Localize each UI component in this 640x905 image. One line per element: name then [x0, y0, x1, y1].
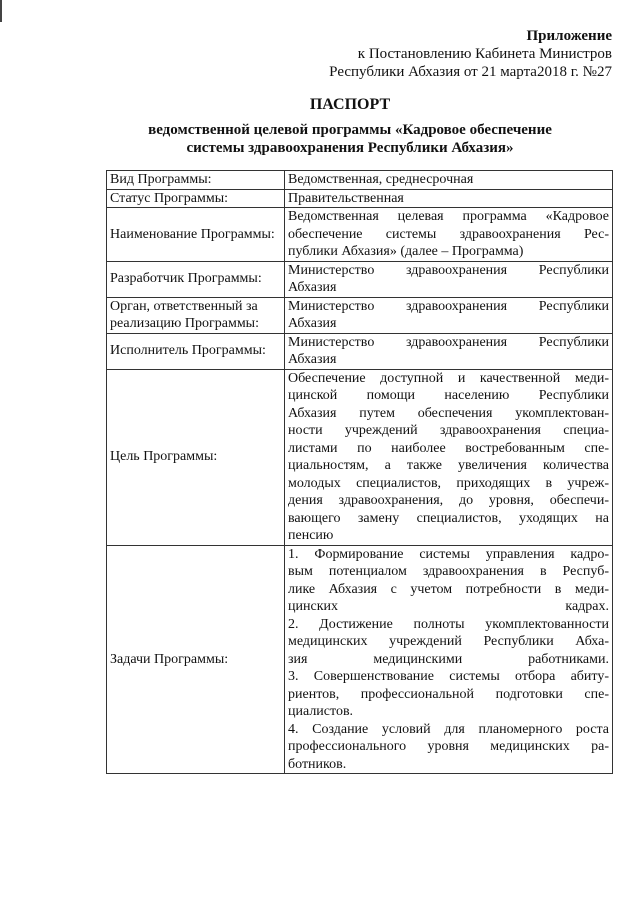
value-line: Абхазия	[288, 352, 337, 367]
row-label	[107, 208, 285, 262]
value-line: зия медицинскими работниками.	[288, 651, 609, 667]
value-line: Ведомственная целевая программа «Кадровое	[288, 209, 609, 224]
value-line: молодых специалистов, приходящих в учреж-	[288, 475, 609, 491]
resolution-line-2: Республики Абхазия от 21 марта2018 г. №27	[329, 64, 612, 80]
value-line: лике Абхазия с учетом потребности в меди-	[288, 581, 609, 597]
value-line: 1. Формирование системы управления кадро-	[288, 546, 609, 562]
row-value	[285, 261, 613, 297]
value-line: пенсию	[288, 528, 334, 543]
value-line: вающего замену специалистов, уходящих на	[288, 510, 609, 526]
row-value	[285, 297, 613, 333]
value-line: риентов, профессиональной подготовки спе-	[288, 686, 609, 702]
label-line: Наименование Программы:	[110, 226, 275, 242]
row-label	[107, 171, 285, 190]
label-line: Разработчик Программы:	[110, 271, 262, 287]
label-line: Вид Программы:	[110, 172, 212, 187]
document-subtitle-line-1: ведомственной целевой программы «Кадровое обеспечение	[148, 122, 552, 138]
value-line: листами по наиболее востребованным спе-	[288, 440, 609, 456]
row-label	[107, 189, 285, 208]
row-value	[285, 369, 613, 545]
label-line: Статус Программы:	[110, 190, 229, 206]
value-line: Абхазия путем обеспечения укомплектован-	[288, 405, 609, 421]
appendix-label: Приложение	[526, 28, 612, 44]
row-value	[285, 208, 613, 262]
value-line: Министерство здравоохранения Республики	[288, 262, 609, 278]
value-line: дения здравоохранения, до уровня, обеспечи-	[288, 493, 609, 508]
table-row	[107, 333, 613, 369]
label-line: Орган, ответственный за	[110, 298, 258, 314]
table-row	[107, 545, 613, 774]
row-value	[285, 333, 613, 369]
value-line: Правительственная	[288, 190, 404, 206]
table-row	[107, 208, 613, 262]
row-label	[107, 261, 285, 297]
value-line: обеспечение системы здравоохранения Рес-	[288, 226, 609, 242]
table-row	[107, 297, 613, 333]
value-line: циалистов.	[288, 704, 354, 719]
row-value	[285, 171, 613, 190]
row-label	[107, 369, 285, 545]
table-row	[107, 189, 613, 208]
value-line: ности учреждений здравоохранения специа-	[288, 423, 609, 438]
value-line: Абхазия	[288, 316, 337, 331]
value-line: 2. Достижение полноты укомплектованности	[288, 616, 609, 632]
program-passport-table	[106, 170, 613, 774]
scan-edge-mark	[0, 0, 2, 22]
value-line: профессионального уровня медицинских ра-	[288, 739, 609, 754]
label-line: Задачи Программы:	[110, 651, 229, 667]
row-label	[107, 297, 285, 333]
table-row	[107, 171, 613, 190]
value-line: публики Абхазия» (далее – Программа)	[288, 244, 524, 259]
row-label	[107, 333, 285, 369]
resolution-line-1: к Постановлению Кабинета Министров	[357, 46, 612, 62]
value-line: Министерство здравоохранения Республики	[288, 334, 609, 350]
value-line: цинских кадрах.	[288, 599, 609, 614]
value-line: Обеспечение доступной и качественной меди-	[288, 370, 609, 386]
value-line: Абхазия	[288, 280, 337, 295]
value-line: Ведомственная, среднесрочная	[288, 172, 474, 187]
row-value	[285, 189, 613, 208]
table-row	[107, 369, 613, 545]
label-line: Исполнитель Программы:	[110, 343, 266, 359]
value-line: цинской помощи населению Республики	[288, 388, 609, 403]
value-line: Министерство здравоохранения Республики	[288, 298, 609, 314]
label-line: реализацию Программы:	[110, 316, 259, 331]
document-title: ПАСПОРТ	[309, 96, 391, 113]
value-line: циальностям, а также увеличения количества	[288, 458, 609, 473]
row-label	[107, 545, 285, 774]
label-line: Цель Программы:	[110, 449, 218, 465]
document-subtitle-line-2: системы здравоохранения Республики Абхазия»	[186, 140, 514, 156]
table-row	[107, 261, 613, 297]
value-line: медицинских учреждений Республики Абха-	[288, 634, 609, 649]
value-line: ботников.	[288, 756, 347, 772]
value-line: вым потенциалом здравоохранения в Респуб-	[288, 564, 609, 579]
value-line: 4. Создание условий для планомерного роста	[288, 721, 609, 737]
value-line: 3. Совершенствование системы отбора абиту-	[288, 669, 609, 684]
row-value	[285, 545, 613, 774]
